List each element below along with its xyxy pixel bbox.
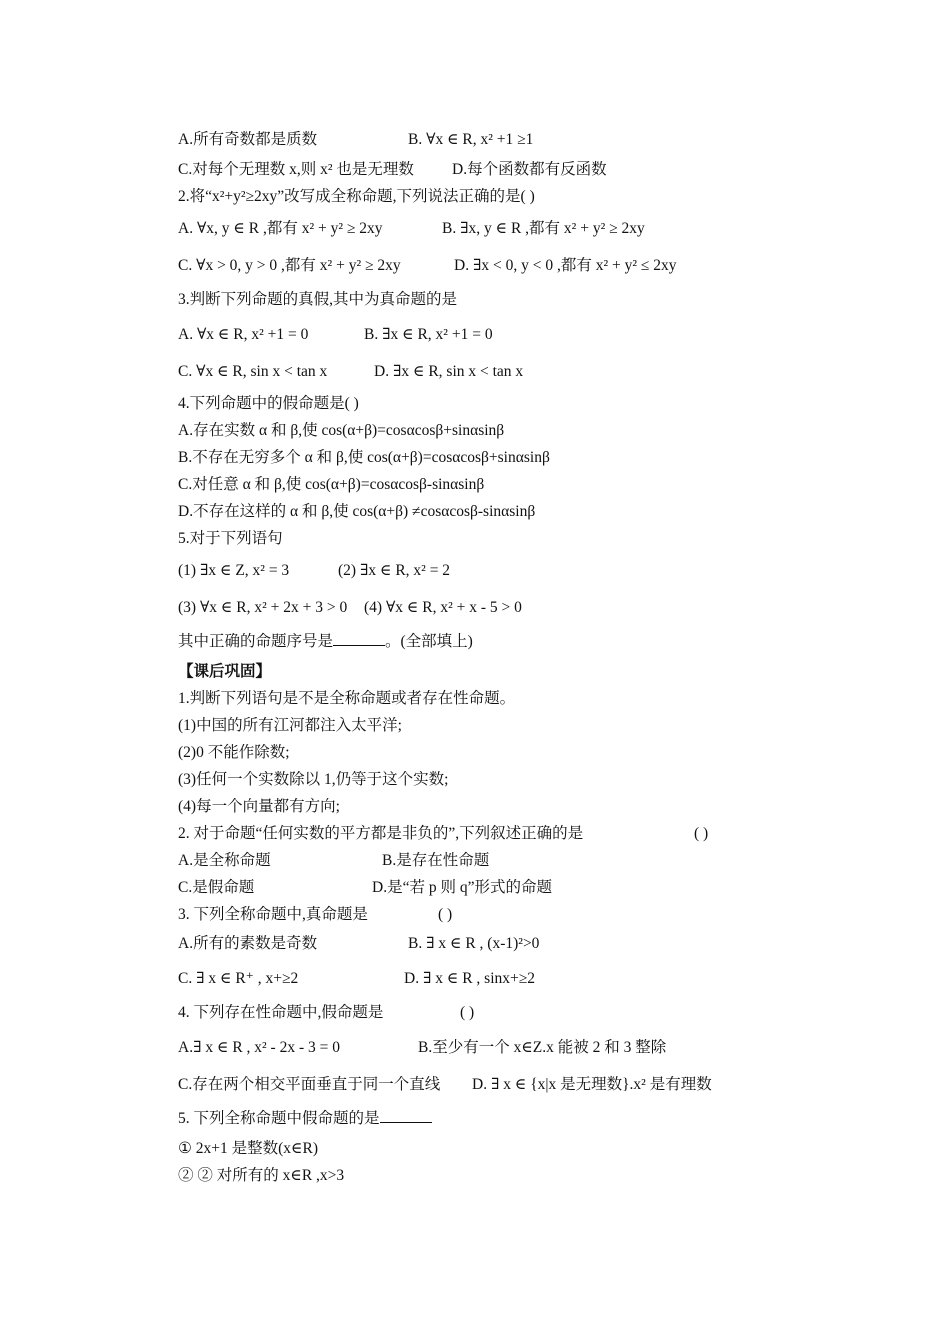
answer-blank[interactable]	[380, 1106, 432, 1123]
text-line	[178, 739, 818, 766]
text-line	[178, 626, 818, 658]
line-text: (4)每一个向量都有方向;	[178, 798, 340, 815]
text-line	[178, 658, 818, 685]
text-line	[178, 210, 818, 247]
text-line	[178, 766, 818, 793]
line-text: B.不存在无穷多个 α 和 β,使 cos(α+β)=cosαcosβ+sinαsinβ	[178, 449, 550, 466]
line-text: (1)中国的所有江河都注入太平洋;	[178, 717, 402, 734]
line-text: A.∃ x ∈ R , x² - 2x - 3 = 0	[178, 1039, 341, 1056]
text-line	[178, 284, 818, 316]
option-right: D. ∃x < 0, y < 0 ,都有 x² + y² ≤ 2xy	[454, 257, 677, 274]
line-text: 3.判断下列命题的真假,其中为真命题的是	[178, 291, 458, 308]
line-text-after: 。(全部填上)	[385, 633, 473, 650]
line-text: A.存在实数 α 和 β,使 cos(α+β)=cosαcosβ+sinαsinβ	[178, 422, 505, 439]
answer-blank[interactable]	[333, 629, 385, 646]
text-line	[178, 417, 818, 444]
line-text: C.对每个无理数 x,则 x² 也是无理数	[178, 161, 414, 178]
line-text: C.对任意 α 和 β,使 cos(α+β)=cosαcosβ-sinαsinβ	[178, 476, 485, 493]
text-line	[178, 444, 818, 471]
option-right: B. ∀x ∈ R, x² +1 ≥1	[408, 131, 534, 148]
text-line	[178, 471, 818, 498]
text-line	[178, 525, 818, 552]
option-right: ( )	[460, 1004, 475, 1021]
option-right: B. ∃x ∈ R, x² +1 = 0	[364, 326, 493, 343]
text-line	[178, 316, 818, 353]
text-line	[178, 1029, 818, 1066]
text-line	[178, 353, 818, 390]
line-text: 2. 对于命题“任何实数的平方都是非负的”,下列叙述正确的是	[178, 825, 584, 842]
option-right: D. ∃ x ∈ R , sinx+≥2	[404, 970, 536, 987]
text-line	[178, 997, 818, 1029]
line-text: D.不存在这样的 α 和 β,使 cos(α+β) ≠cosαcosβ-sinαsinβ	[178, 503, 536, 520]
line-text: A.是全称命题	[178, 852, 271, 869]
option-right: D.是“若 p 则 q”形式的命题	[372, 879, 552, 896]
line-text: A.所有奇数都是质数	[178, 131, 318, 148]
text-line	[178, 928, 818, 960]
line-text: C. ∀x ∈ R, sin x < tan x	[178, 363, 328, 380]
line-text: 2.将“x²+y²≥2xy”改写成全称命题,下列说法正确的是( )	[178, 188, 535, 205]
option-right: ( )	[694, 825, 709, 842]
line-text: 其中正确的命题序号是	[178, 633, 334, 650]
text-line	[178, 960, 818, 997]
line-text: ① 2x+1 是整数(x∈R)	[178, 1140, 319, 1157]
line-text: ② ② 对所有的 x∈R ,x>3	[178, 1167, 345, 1184]
text-line	[178, 124, 818, 156]
line-text: A. ∀x ∈ R, x² +1 = 0	[178, 326, 309, 343]
option-right: B.至少有一个 x∈Z.x 能被 2 和 3 整除	[418, 1039, 667, 1056]
text-line	[178, 901, 818, 928]
line-text: 【课后巩固】	[178, 663, 272, 680]
option-right: (4) ∀x ∈ R, x² + x - 5 > 0	[364, 599, 522, 616]
document-body	[178, 124, 818, 1189]
option-right: D. ∃x ∈ R, sin x < tan x	[374, 363, 524, 380]
option-right: D.每个函数都有反函数	[452, 161, 607, 178]
line-text: A.所有的素数是奇数	[178, 935, 318, 952]
text-line	[178, 156, 818, 183]
text-line	[178, 589, 818, 626]
text-line	[178, 498, 818, 525]
option-right: D. ∃ x ∈ {x|x 是无理数}.x² 是有理数	[472, 1076, 712, 1093]
line-text: (3)任何一个实数除以 1,仍等于这个实数;	[178, 771, 449, 788]
text-line	[178, 685, 818, 712]
text-line	[178, 390, 818, 417]
option-right: B.是存在性命题	[382, 852, 490, 869]
line-text: A. ∀x, y ∈ R ,都有 x² + y² ≥ 2xy	[178, 220, 383, 237]
text-line	[178, 1066, 818, 1103]
text-line	[178, 712, 818, 739]
line-text: 5.对于下列语句	[178, 530, 283, 547]
line-text: (3) ∀x ∈ R, x² + 2x + 3 > 0	[178, 599, 348, 616]
line-text: 1.判断下列语句是不是全称命题或者存在性命题。	[178, 690, 516, 707]
line-text: 5. 下列全称命题中假命题的是	[178, 1110, 380, 1127]
text-line	[178, 874, 818, 901]
line-text: (1) ∃x ∈ Z, x² = 3	[178, 562, 290, 579]
text-line	[178, 820, 818, 847]
option-right: B. ∃ x ∈ R , (x-1)²>0	[408, 935, 540, 952]
text-line	[178, 1162, 818, 1189]
text-line	[178, 552, 818, 589]
line-text: C. ∃ x ∈ R⁺ , x+≥2	[178, 970, 299, 987]
line-text: C.是假命题	[178, 879, 255, 896]
line-text: 4.下列命题中的假命题是( )	[178, 395, 359, 412]
option-right: (2) ∃x ∈ R, x² = 2	[338, 562, 451, 579]
text-line	[178, 847, 818, 874]
text-line	[178, 183, 818, 210]
text-line	[178, 1103, 818, 1135]
text-line	[178, 1135, 818, 1162]
line-text: 4. 下列存在性命题中,假命题是	[178, 1004, 384, 1021]
text-line	[178, 247, 818, 284]
line-text: (2)0 不能作除数;	[178, 744, 290, 761]
option-right: B. ∃x, y ∈ R ,都有 x² + y² ≥ 2xy	[442, 220, 645, 237]
option-right: ( )	[438, 906, 453, 923]
text-line	[178, 793, 818, 820]
line-text: C.存在两个相交平面垂直于同一个直线	[178, 1076, 441, 1093]
line-text: 3. 下列全称命题中,真命题是	[178, 906, 368, 923]
line-text: C. ∀x > 0, y > 0 ,都有 x² + y² ≥ 2xy	[178, 257, 401, 274]
